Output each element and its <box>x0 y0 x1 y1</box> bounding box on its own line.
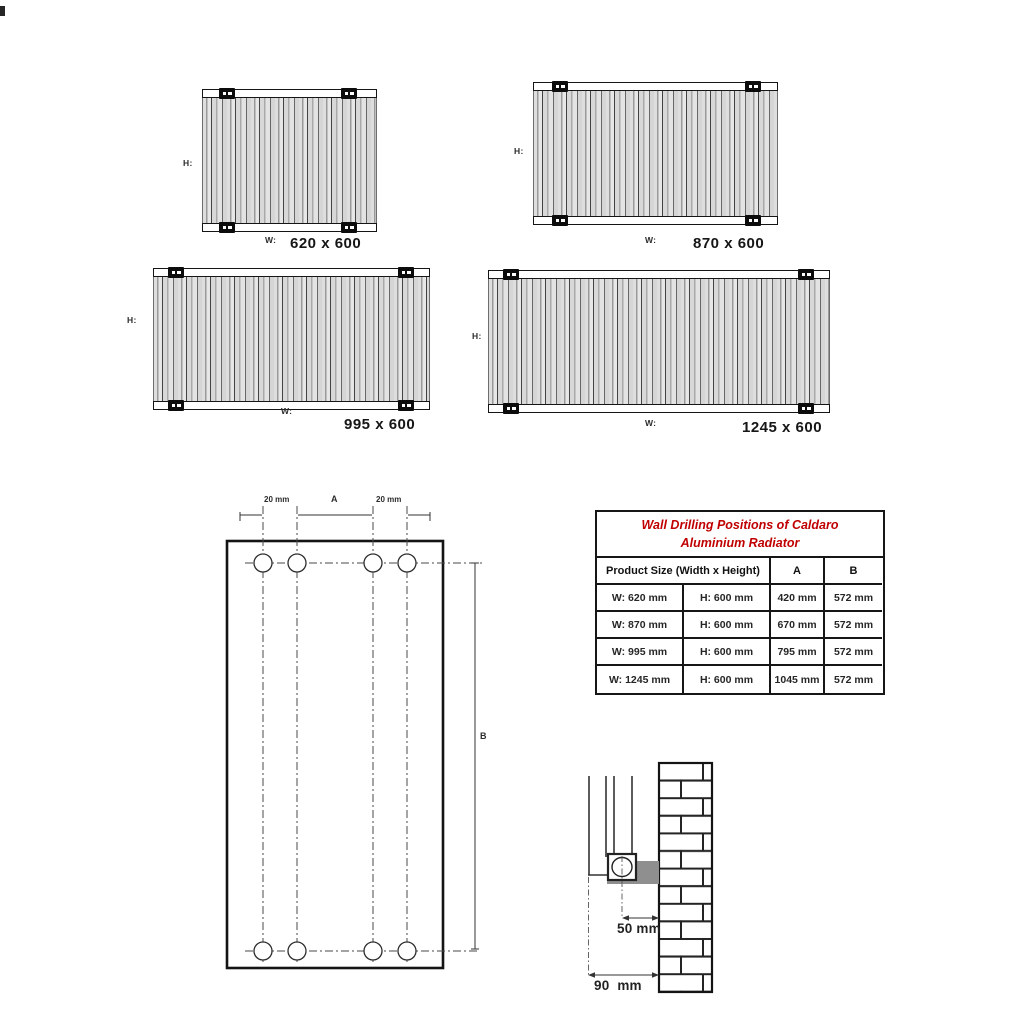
drill-hole <box>254 942 272 960</box>
col-header-b: B <box>825 558 882 585</box>
height-label: H: <box>514 146 524 156</box>
dim-label-b: B <box>480 731 487 741</box>
height-label: H: <box>472 331 482 341</box>
hole-centerlines <box>263 506 407 962</box>
top-dimension-lines <box>240 512 430 521</box>
drilling-positions-table <box>595 510 885 695</box>
drill-hole <box>398 554 416 572</box>
size-label: 870 x 600 <box>693 235 765 252</box>
size-label: 995 x 600 <box>344 416 416 433</box>
width-label: W: <box>645 418 657 428</box>
cell-height: H: 600 mm <box>684 612 771 639</box>
panel-outline <box>227 541 443 968</box>
cell-width: W: 870 mm <box>597 612 684 639</box>
cell-a: 670 mm <box>771 612 825 639</box>
cell-height: H: 600 mm <box>684 639 771 666</box>
col-header-product-size: Product Size (Width x Height) <box>597 558 771 585</box>
brick-wall <box>659 763 712 992</box>
cell-a: 420 mm <box>771 585 825 612</box>
dim-label-a: A <box>331 494 338 504</box>
drill-hole <box>288 554 306 572</box>
width-label: W: <box>281 406 293 416</box>
row-centerlines <box>245 563 484 951</box>
height-label: H: <box>127 315 137 325</box>
cell-height: H: 600 mm <box>684 585 771 612</box>
size-label: 620 x 600 <box>290 235 362 252</box>
size-label: 1245 x 600 <box>742 419 823 436</box>
height-label: H: <box>183 158 193 168</box>
drill-holes <box>254 554 416 960</box>
dim-label-90mm: 90 mm <box>594 978 642 993</box>
dim-label-right-20mm: 20 mm <box>376 495 402 504</box>
cell-width: W: 620 mm <box>597 585 684 612</box>
drill-hole <box>288 942 306 960</box>
b-dimension-line <box>471 563 479 949</box>
dim-90mm <box>588 972 659 977</box>
table-title-line2: Aluminium Radiator <box>680 536 800 550</box>
table-title-line1: Wall Drilling Positions of Caldaro <box>641 517 839 532</box>
drilling-position-diagram <box>227 506 484 968</box>
cell-a: 1045 mm <box>771 666 825 693</box>
table-title <box>597 512 883 558</box>
drill-hole <box>254 554 272 572</box>
cell-b: 572 mm <box>825 639 882 666</box>
cell-b: 572 mm <box>825 612 882 639</box>
drill-hole <box>364 554 382 572</box>
wall-side-view <box>588 763 712 992</box>
col-header-a: A <box>771 558 825 585</box>
cell-width: W: 1245 mm <box>597 666 684 693</box>
cell-a: 795 mm <box>771 639 825 666</box>
dim-50mm <box>622 915 659 920</box>
width-label: W: <box>265 235 277 245</box>
width-label: W: <box>645 235 657 245</box>
dim-label-50mm: 50 mm <box>617 921 661 936</box>
drill-hole <box>398 942 416 960</box>
cell-b: 572 mm <box>833 673 874 686</box>
drill-hole <box>364 942 382 960</box>
cell-height: H: 600 mm <box>684 666 771 693</box>
dim-label-left-20mm: 20 mm <box>264 495 290 504</box>
cell-b: 572 mm <box>825 585 882 612</box>
cell-width: W: 995 mm <box>597 639 684 666</box>
table-grid <box>597 558 883 693</box>
